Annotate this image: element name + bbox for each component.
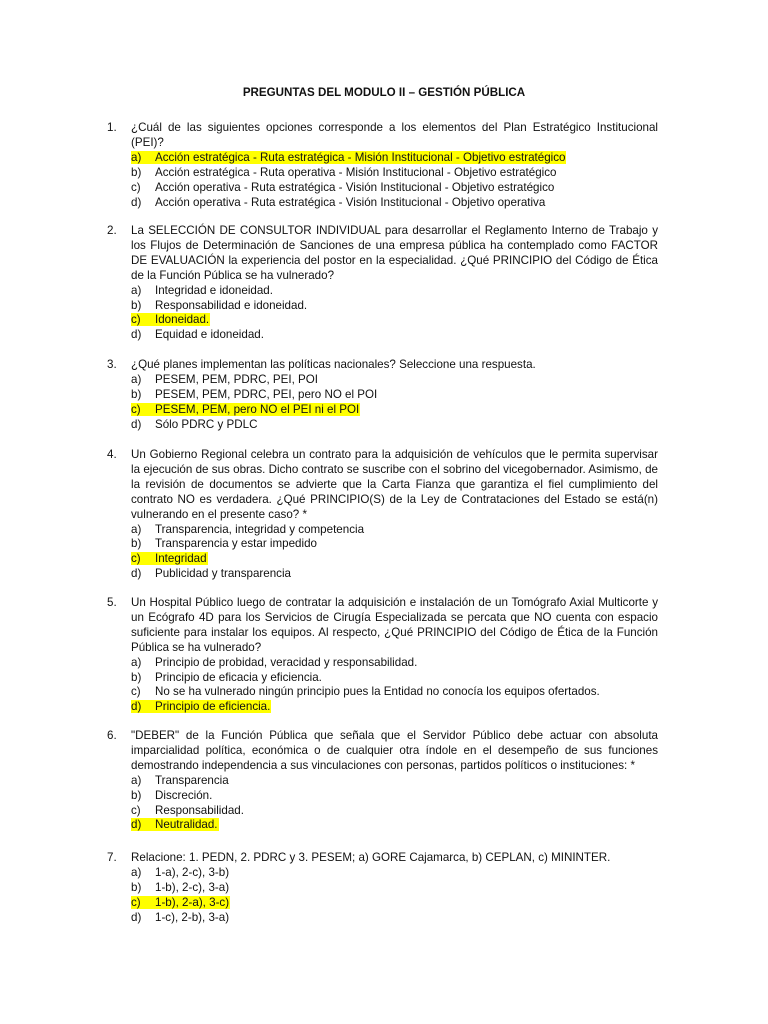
option-text: Acción operativa - Ruta estratégica - Visión Institucional - Objetivo estratégico xyxy=(155,180,555,194)
question-number: 7. xyxy=(107,851,117,864)
option-text: Transparencia xyxy=(155,773,229,787)
option-letter: c) xyxy=(131,402,141,416)
option-letter: a) xyxy=(131,150,142,164)
option-text: No se ha vulnerado ningún principio pues la Entidad no conocía los equipos ofertados. xyxy=(155,685,600,699)
option-letter: a) xyxy=(131,522,142,536)
answer-content xyxy=(131,911,229,924)
option-text: Principio de probidad, veracidad y responsabilidad. xyxy=(155,655,418,669)
answer-content xyxy=(131,789,212,802)
answer-content xyxy=(131,373,318,386)
answer-option-c xyxy=(131,403,658,418)
highlighted-answer xyxy=(131,403,360,416)
option-text: Integridad e idoneidad. xyxy=(155,283,273,297)
highlighted-answer xyxy=(131,818,219,831)
highlighted-answer xyxy=(131,313,210,326)
answer-content xyxy=(131,181,554,194)
answer-option-d xyxy=(131,700,658,715)
option-letter: c) xyxy=(131,895,141,909)
option-letter: d) xyxy=(131,195,142,209)
question-6 xyxy=(107,729,658,833)
option-letter: a) xyxy=(131,283,142,297)
question-body xyxy=(131,448,658,582)
answer-content xyxy=(131,774,229,787)
answer-option-c xyxy=(131,685,658,700)
question-text: ¿Qué planes implementan las políticas nacionales? Seleccione una respuesta. xyxy=(131,358,536,371)
answer-content xyxy=(131,299,307,312)
answer-option-b xyxy=(131,537,658,552)
answer-content xyxy=(131,418,257,431)
question-body xyxy=(131,596,658,715)
page-title: PREGUNTAS DEL MODULO II – GESTIÓN PÚBLICA xyxy=(242,86,526,99)
option-text: Responsabilidad e idoneidad. xyxy=(155,298,308,312)
answer-content xyxy=(131,284,273,297)
answer-option-d xyxy=(131,328,658,343)
option-letter: b) xyxy=(131,537,142,551)
question-number: 4. xyxy=(107,448,117,461)
answer-option-b xyxy=(131,299,658,314)
option-letter: d) xyxy=(131,567,142,581)
answer-option-a xyxy=(131,373,658,388)
answer-option-b xyxy=(131,881,658,896)
option-text: Principio de eficiencia. xyxy=(155,700,271,714)
option-letter: b) xyxy=(131,165,142,179)
answer-content xyxy=(131,537,317,550)
option-text: Principio de eficacia y eficiencia. xyxy=(155,670,322,684)
option-text: Integridad xyxy=(155,552,207,566)
question-number: 3. xyxy=(107,358,117,371)
question-body xyxy=(131,358,658,433)
answer-option-c xyxy=(131,313,658,328)
option-letter: d) xyxy=(131,417,142,431)
question-number: 5. xyxy=(107,596,117,609)
answer-content xyxy=(131,671,322,684)
answer-option-a xyxy=(131,284,658,299)
answer-option-d xyxy=(131,911,658,926)
question-4 xyxy=(107,448,658,582)
question-text: "DEBER" de la Función Pública que señala que el Servidor Público debe actuar con absoluta imparcialidad política, económica o de cualquier otra índole en el desempeño de sus funciones demostrando independencia a sus vinculaciones con personas, partidos políticos o instituciones: * xyxy=(131,729,658,772)
question-text: ¿Cuál de las siguientes opciones corresponde a los elementos del Plan Estratégico Institucional (PEI)? xyxy=(131,121,658,149)
option-text: 1-b), 2-a), 3-c) xyxy=(155,895,230,909)
option-text: Acción estratégica - Ruta operativa - Misión Institucional - Objetivo estratégico xyxy=(155,165,557,179)
highlighted-answer xyxy=(131,552,208,565)
option-text: Neutralidad. xyxy=(155,818,218,832)
option-letter: c) xyxy=(131,180,141,194)
question-text: Un Gobierno Regional celebra un contrato para la adquisición de vehículos que le permita supervisar la ejecución de sus obras. Dicho contrato se suscribe con el sobrino del vicegobernador. Asimismo, de la revisión de documentos se advierte que la Carta Fianza que garantiza el fiel cumplimiento del contrato NO es verdadera. ¿Qué PRINCIPIO(S) de la Ley de Contrataciones del Estado se está(n) vulnerando en el presente caso? * xyxy=(131,448,658,521)
option-text: 1-a), 2-c), 3-b) xyxy=(155,865,230,879)
question-1 xyxy=(107,121,658,210)
question-body xyxy=(131,224,658,343)
question-body xyxy=(131,851,658,926)
answer-option-a xyxy=(131,866,658,881)
option-letter: c) xyxy=(131,552,141,566)
option-text: Equidad e idoneidad. xyxy=(155,328,264,342)
answer-option-b xyxy=(131,789,658,804)
answer-option-c xyxy=(131,552,658,567)
answer-content xyxy=(131,196,545,209)
question-3 xyxy=(107,358,658,433)
option-letter: b) xyxy=(131,298,142,312)
option-text: Transparencia y estar impedido xyxy=(155,537,317,551)
answer-content xyxy=(131,656,417,669)
option-text: 1-b), 2-c), 3-a) xyxy=(155,880,230,894)
option-letter: d) xyxy=(131,328,142,342)
option-text: 1-c), 2-b), 3-a) xyxy=(155,910,230,924)
answer-content xyxy=(131,328,264,341)
answer-content xyxy=(131,523,364,536)
answer-option-d xyxy=(131,196,658,211)
answer-content xyxy=(131,567,291,580)
answer-option-a xyxy=(131,151,658,166)
answer-content xyxy=(131,685,600,698)
option-letter: d) xyxy=(131,910,142,924)
option-text: Responsabilidad. xyxy=(155,803,244,817)
option-letter: c) xyxy=(131,803,141,817)
question-body xyxy=(131,121,658,210)
question-5 xyxy=(107,596,658,715)
answer-content xyxy=(131,866,229,879)
option-text: Transparencia, integridad y competencia xyxy=(155,522,365,536)
option-letter: b) xyxy=(131,880,142,894)
option-text: Idoneidad. xyxy=(155,313,210,327)
option-text: Publicidad y transparencia xyxy=(155,567,291,581)
answer-option-d xyxy=(131,418,658,433)
option-letter: d) xyxy=(131,700,142,714)
option-letter: b) xyxy=(131,670,142,684)
answer-option-a xyxy=(131,656,658,671)
answer-option-a xyxy=(131,774,658,789)
option-text: Sólo PDRC y PDLC xyxy=(155,417,258,431)
answer-option-c xyxy=(131,896,658,911)
highlighted-answer xyxy=(131,700,271,713)
option-text: PESEM, PEM, PDRC, PEI, pero NO el POI xyxy=(155,387,378,401)
option-letter: b) xyxy=(131,788,142,802)
answer-content xyxy=(131,166,556,179)
answer-option-b xyxy=(131,166,658,181)
answer-option-d xyxy=(131,567,658,582)
answer-option-c xyxy=(131,804,658,819)
option-letter: c) xyxy=(131,685,141,699)
option-letter: a) xyxy=(131,372,142,386)
option-letter: c) xyxy=(131,313,141,327)
question-number: 6. xyxy=(107,729,117,742)
option-text: PESEM, PEM, PDRC, PEI, POI xyxy=(155,372,318,386)
answer-option-d xyxy=(131,818,658,833)
answer-option-c xyxy=(131,181,658,196)
option-letter: a) xyxy=(131,773,142,787)
highlighted-answer xyxy=(131,896,230,909)
option-text: Discreción. xyxy=(155,788,213,802)
question-text: La SELECCIÓN DE CONSULTOR INDIVIDUAL para desarrollar el Reglamento Interno de Trabajo y los Flujos de Determinación de Sanciones de una empresa pública ha contemplado como FACTOR DE EVALUACIÓN la experiencia del postor en la especialidad. ¿Qué PRINCIPIO del Código de Ética de la Función Pública se ha vulnerado? xyxy=(131,224,658,282)
question-number: 2. xyxy=(107,224,117,237)
question-text: Relacione: 1. PEDN, 2. PDRC y 3. PESEM; a) GORE Cajamarca, b) CEPLAN, c) MININTER. xyxy=(131,851,611,864)
question-7 xyxy=(107,851,658,926)
option-letter: a) xyxy=(131,865,142,879)
answer-option-a xyxy=(131,523,658,538)
answer-option-b xyxy=(131,388,658,403)
option-text: Acción operativa - Ruta estratégica - Visión Institucional - Objetivo operativa xyxy=(155,195,546,209)
question-text: Un Hospital Público luego de contratar la adquisición e instalación de un Tomógrafo Axial Multicorte y un Ecógrafo 4D para los Servicios de Cirugía Especializada se percata que NO cuenta con espacio suficiente para instalar los equipos. Al respecto, ¿Qué PRINCIPIO del Código de Ética de la Función Pública se ha vulnerado? xyxy=(131,596,658,654)
answer-content xyxy=(131,388,377,401)
option-letter: a) xyxy=(131,655,142,669)
answer-option-b xyxy=(131,671,658,686)
answer-content xyxy=(131,804,244,817)
option-letter: d) xyxy=(131,818,142,832)
question-2 xyxy=(107,224,658,343)
answer-content xyxy=(131,881,229,894)
option-text: PESEM, PEM, pero NO el PEI ni el POI xyxy=(155,402,360,416)
question-number: 1. xyxy=(107,121,117,134)
option-letter: b) xyxy=(131,387,142,401)
question-body xyxy=(131,729,658,833)
option-text: Acción estratégica - Ruta estratégica - Misión Institucional - Objetivo estratégico xyxy=(155,150,566,164)
highlighted-answer xyxy=(131,151,566,164)
